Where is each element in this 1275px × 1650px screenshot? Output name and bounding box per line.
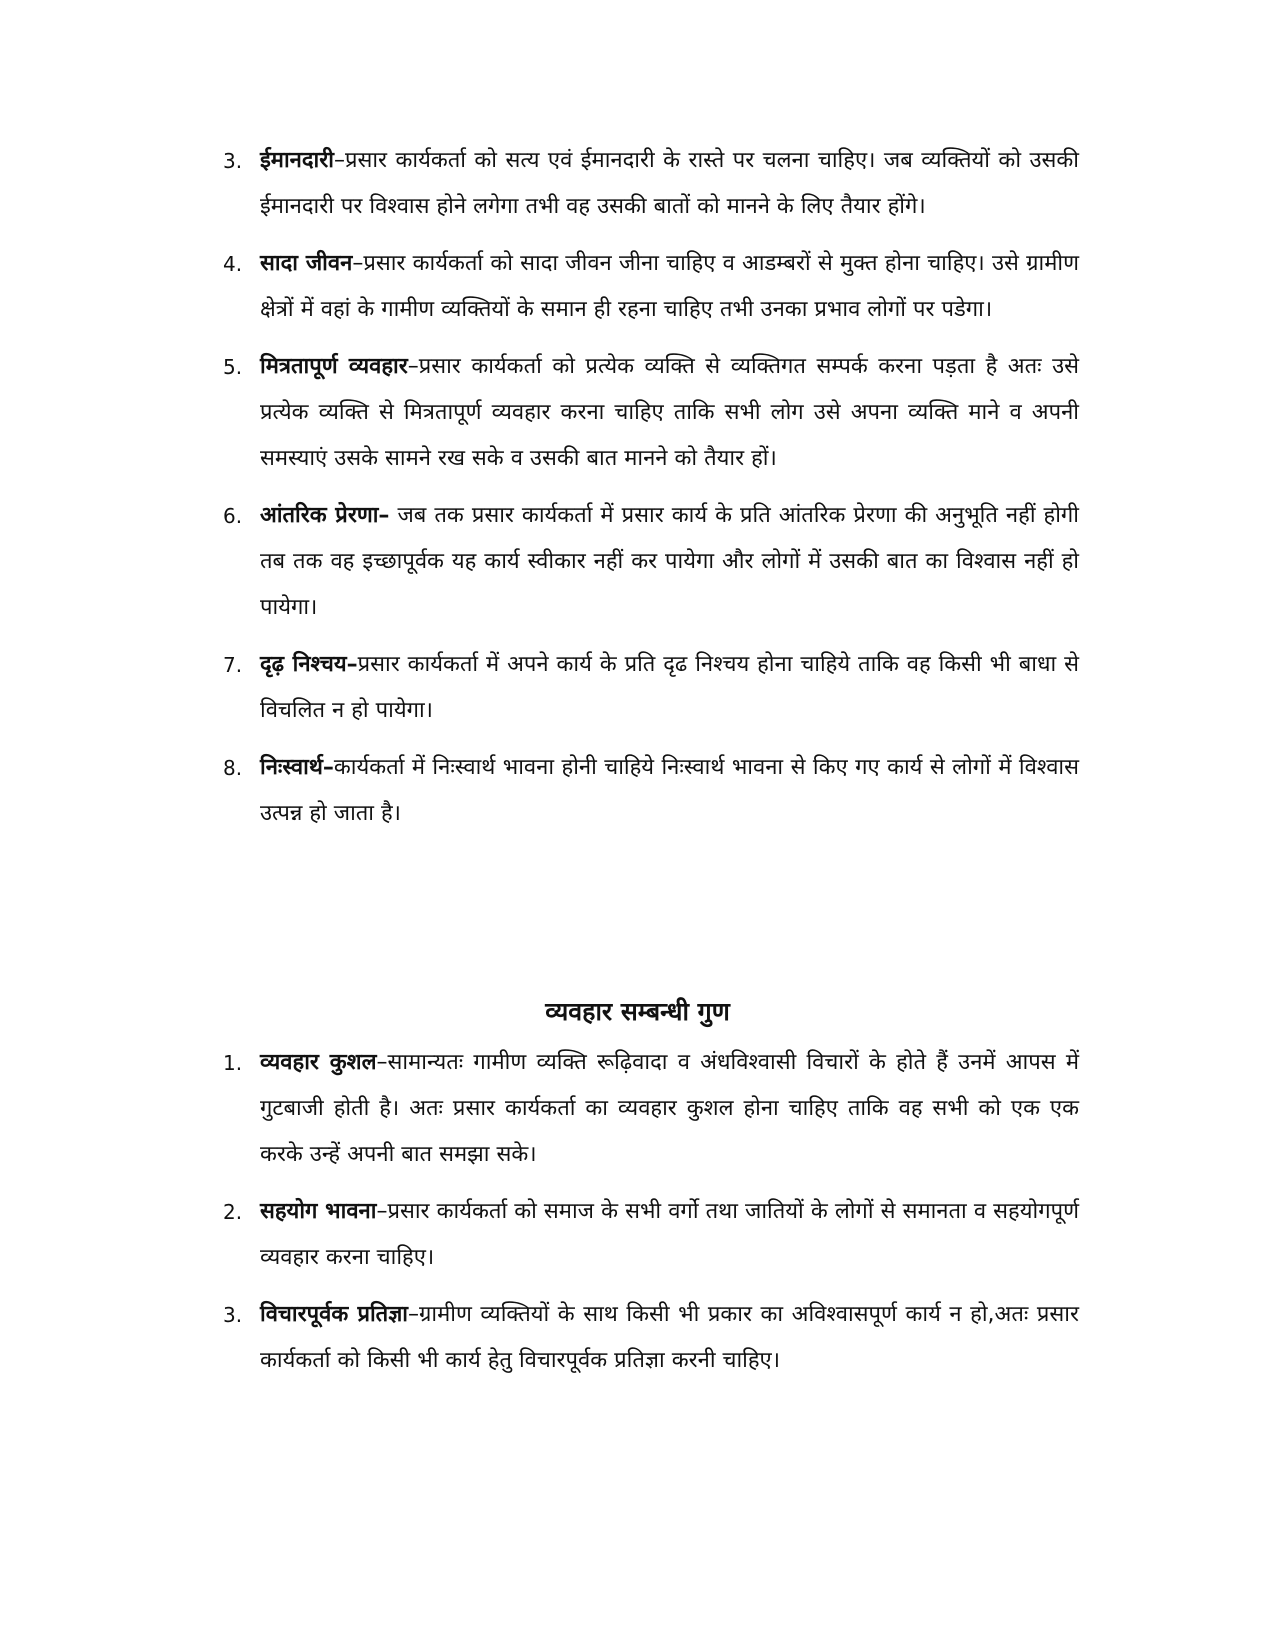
item-text: –प्रसार कार्यकर्ता को सादा जीवन जीना चाहिए व आडम्बरों से मुक्त होना चाहिए। उसे ग्रामीण क्षेत्रों में वहां के गामीण व्यक्तियों के समान ही रहना चाहिए तभी उनका प्रभाव लोगों पर पडेगा। (260, 251, 1079, 322)
item-text: कार्यकर्ता में निःस्वार्थ भावना होनी चाहिये निःस्वार्थ भावना से किए गए कार्य से लोगों में विश्वास उत्पन्न हो जाता है। (260, 755, 1079, 826)
item-number: 3. (223, 1303, 243, 1327)
item-text: –सामान्यतः गामीण व्यक्ति रूढ़िवादा व अंधविश्वासी विचारों के होते हैं उनमें आपस में गुटबाजी होती है। अतः प्रसार कार्यकर्ता का व्यवहार कुशल होना चाहिए ताकि वह सभी को एक एक करके उन्हें अपनी बात समझा सके। (260, 1050, 1079, 1167)
item-text: –ग्रामीण व्यक्तियों के साथ किसी भी प्रकार का अविश्वासपूर्ण कार्य न हो,अतः प्रसार कार्यकर्ता को किसी भी कार्य हेतु विचारपूर्वक प्रतिज्ञा करनी चाहिए। (260, 1302, 1079, 1373)
item-text: –प्रसार कार्यकर्ता को प्रत्येक व्यक्ति से व्यक्तिगत सम्पर्क करना पड़ता है अतः उसे प्रत्येक व्यक्ति से मित्रतापूर्ण व्यवहार करना चाहिए ताकि सभी लोग उसे अपना व्यक्ति माने व अपनी समस्याएं उसके सामने रख सके व उसकी बात मानने को तैयार हों। (260, 354, 1079, 471)
section-heading: व्यवहार सम्बन्धी गुण (545, 997, 730, 1026)
item-number: 3. (223, 149, 243, 173)
item-term: मित्रतापूर्ण व्यवहार (260, 354, 408, 379)
item-number: 8. (223, 756, 243, 780)
item-term: आंतरिक प्रेरणा– (260, 503, 390, 528)
behaviour-qualities-list (223, 1040, 1079, 1395)
list-item (223, 1189, 1079, 1281)
item-number: 4. (223, 252, 243, 276)
item-term: विचारपूर्वक प्रतिज्ञा (260, 1302, 408, 1327)
item-text: –प्रसार कार्यकर्ता को सत्य एवं ईमानदारी के रास्ते पर चलना चाहिए। जब व्यक्तियों को उसकी ईमानदारी पर विश्वास होने लगेगा तभी वह उसकी बातों को मानने के लिए तैयार होंगे। (260, 148, 1079, 219)
item-number: 1. (223, 1051, 243, 1075)
item-term: सहयोग भावना (260, 1199, 377, 1224)
item-term: व्यवहार कुशल (260, 1050, 377, 1075)
list-item (223, 138, 1079, 230)
item-number: 5. (223, 355, 243, 379)
item-term: निःस्वार्थ– (260, 755, 334, 780)
item-term: दृढ़ निश्चय– (260, 652, 358, 677)
list-item (223, 642, 1079, 734)
list-item (223, 1292, 1079, 1384)
list-item (223, 344, 1079, 482)
item-number: 6. (223, 504, 243, 528)
item-text: जब तक प्रसार कार्यकर्ता में प्रसार कार्य के प्रति आंतरिक प्रेरणा की अनुभूति नहीं होगी तब तक वह इच्छापूर्वक यह कार्य स्वीकार नहीं कर पायेगा और लोगों में उसकी बात का विश्वास नहीं हो पायेगा। (260, 503, 1079, 620)
list-item (223, 241, 1079, 333)
item-term: सादा जीवन (260, 251, 353, 276)
list-item (223, 493, 1079, 631)
list-item (223, 745, 1079, 837)
qualities-list (223, 138, 1079, 848)
item-number: 2. (223, 1200, 243, 1224)
item-term: ईमानदारी (260, 148, 334, 173)
item-text: –प्रसार कार्यकर्ता को समाज के सभी वर्गो तथा जातियों के लोगों से समानता व सहयोगपूर्ण व्यवहार करना चाहिए। (260, 1199, 1079, 1270)
item-number: 7. (223, 653, 243, 677)
list-item (223, 1040, 1079, 1178)
item-text: प्रसार कार्यकर्ता में अपने कार्य के प्रति दृढ निश्चय होना चाहिये ताकि वह किसी भी बाधा से विचलित न हो पायेगा। (260, 652, 1080, 723)
